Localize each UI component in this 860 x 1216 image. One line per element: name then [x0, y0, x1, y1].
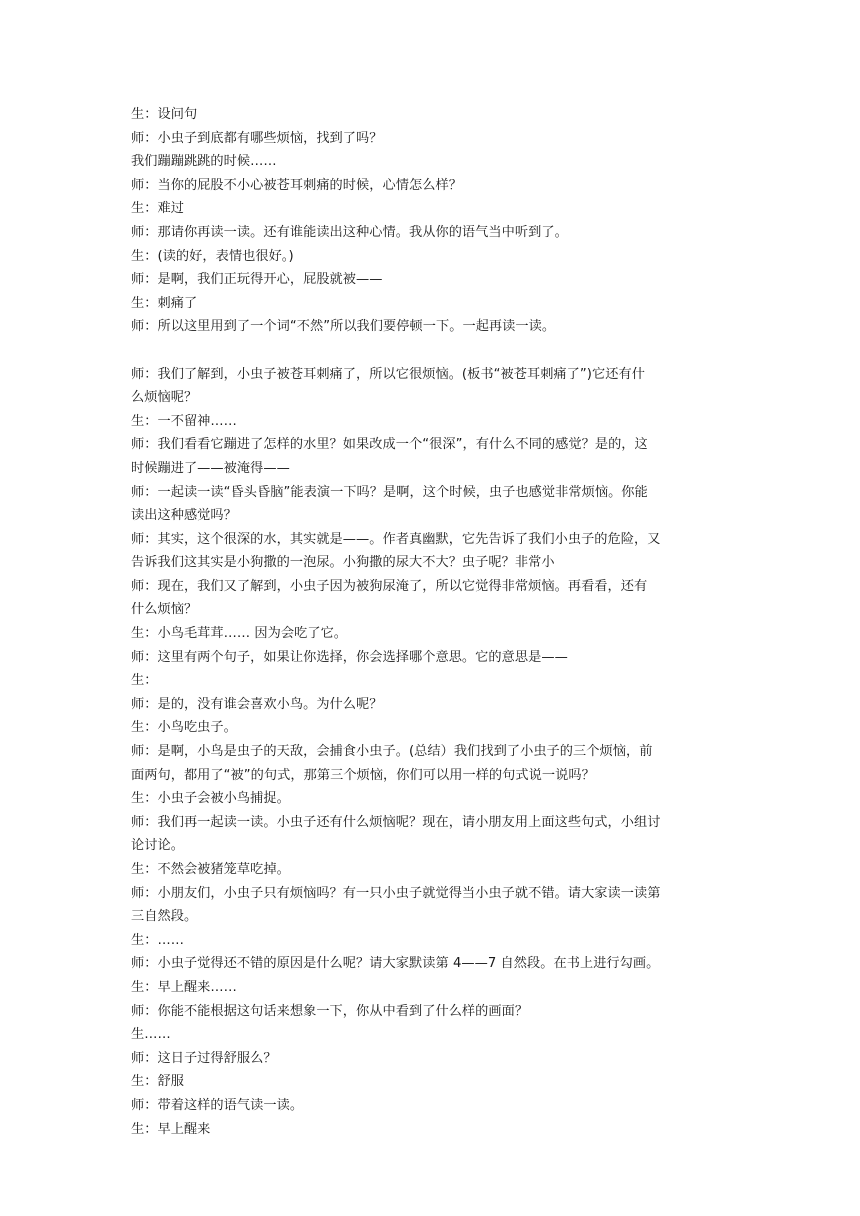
text-line: 师：带着这样的语气读一读。	[131, 1097, 304, 1113]
text-line: 论讨论。	[131, 838, 184, 854]
text-line: 么烦恼呢？	[131, 390, 198, 406]
text-line: 生：小虫子会被小鸟捕捉。	[131, 791, 290, 807]
text-line: 生：早上醒来	[131, 1121, 211, 1137]
text-line: 师：是啊，小鸟是虫子的天敌，会捕食小虫子。(总结）我们找到了小虫子的三个烦恼，前	[131, 744, 653, 760]
text-line: 生：刺痛了	[131, 295, 198, 311]
text-line: 生：早上醒来……	[131, 979, 237, 995]
text-line: 师：是啊，我们正玩得开心，屁股就被——	[131, 272, 383, 288]
blank-line	[131, 339, 736, 363]
text-line: 生：难过	[131, 201, 184, 217]
text-line: 师：这里有两个句子，如果让你选择，你会选择哪个意思。它的意思是——	[131, 649, 568, 665]
text-line: 三自然段。	[131, 909, 198, 925]
text-line: 师：一起读一读“昏头昏脑”能表演一下吗？是啊，这个时候，虫子也感觉非常烦恼。你能	[131, 484, 648, 500]
text-line: 生：设问句	[131, 107, 198, 122]
text-line: 我们蹦蹦跳跳的时候……	[131, 154, 277, 170]
text-line: 师：小朋友们，小虫子只有烦恼吗？有一只小虫子就觉得当小虫子就不错。请大家读一读第	[131, 885, 661, 901]
text-line: 生：小鸟毛茸茸…… 因为会吃了它。	[131, 626, 348, 642]
text-line: 生：小鸟吃虫子。	[131, 720, 237, 736]
text-line: 师：那请你再读一读。还有谁能读出这种心情。我从你的语气当中听到了。	[131, 224, 568, 240]
text-line: 师：我们再一起读一读。小虫子还有什么烦恼呢？现在，请小朋友用上面这些句式，小组讨	[131, 814, 661, 830]
text-line: 师：我们了解到，小虫子被苍耳刺痛了，所以它很烦恼。(板书“被苍耳刺痛了”)它还有什	[131, 366, 645, 382]
text-line: 生：(读的好，表情也很好。)	[131, 248, 294, 264]
text-line: 面两句，都用了“被”的句式，那第三个烦恼，你们可以用一样的句式说一说吗？	[131, 767, 595, 783]
text-line: 师：你能不能根据这句话来想象一下，你从中看到了什么样的画面？	[131, 1003, 529, 1019]
text-line: 师：是的，没有谁会喜欢小鸟。为什么呢？	[131, 696, 383, 712]
text-line: 师：当你的屁股不小心被苍耳刺痛的时候，心情怎么样？	[131, 177, 462, 193]
text-line: 告诉我们这其实是小狗撒的一泡尿。小狗撒的尿大不大？虫子呢？非常小	[131, 555, 555, 571]
text-line: 生：一不留神……	[131, 413, 237, 429]
text-line: 师：我们看看它蹦进了怎样的水里？如果改成一个“很深”，有什么不同的感觉？是的，这	[131, 437, 648, 453]
text-line: 生：舒服	[131, 1074, 184, 1090]
text-line: 师：现在，我们又了解到，小虫子因为被狗尿淹了，所以它觉得非常烦恼。再看看，还有	[131, 578, 648, 594]
text-line: 生：	[131, 673, 158, 689]
text-line: 师：所以这里用到了一个词“不然”所以我们要停顿一下。一起再读一读。	[131, 319, 556, 335]
text-line: 生：不然会被猪笼草吃掉。	[131, 862, 290, 877]
text-line: 时候蹦进了——被淹得——	[131, 460, 290, 476]
text-line: 师：其实，这个很深的水，其实就是——。作者真幽默，它先告诉了我们小虫子的危险，又	[131, 531, 661, 547]
text-line: 师：小虫子觉得还不错的原因是什么呢？请大家默读第 4——7 自然段。在书上进行勾画。	[131, 956, 660, 972]
text-line: 什么烦恼？	[131, 602, 198, 618]
text-line: 生：……	[131, 932, 184, 948]
text-line: 生……	[131, 1027, 171, 1043]
document-page	[131, 103, 736, 1141]
text-line: 师：小虫子到底都有哪些烦恼，找到了吗？	[131, 130, 383, 146]
text-line: 读出这种感觉吗？	[131, 508, 237, 524]
text-line: 师：这日子过得舒服么？	[131, 1050, 277, 1066]
